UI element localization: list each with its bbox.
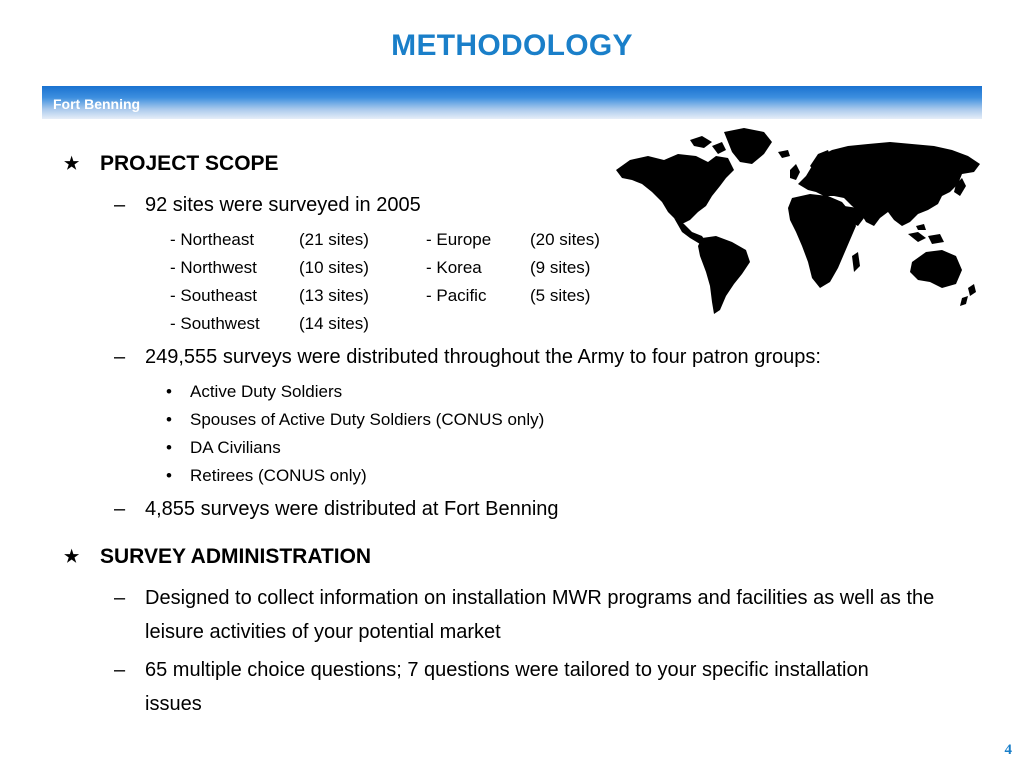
dash-bullet: – (114, 587, 126, 609)
world-map-icon (612, 126, 984, 316)
region-name: - Northwest (170, 258, 257, 277)
dash-bullet: – (114, 498, 126, 520)
sub-item-text: Designed to collect information on installation MWR programs and facilities as well as the leisure activities of your potential market (145, 587, 935, 643)
section-heading: PROJECT SCOPE (100, 152, 279, 175)
dash-bullet: – (114, 194, 126, 216)
region-sites: (14 sites) (299, 314, 369, 333)
patron-group-label: Spouses of Active Duty Soldiers (CONUS only) (190, 410, 545, 429)
dot-bullet: • (166, 410, 172, 429)
section-heading: SURVEY ADMINISTRATION (100, 545, 372, 568)
header-banner (42, 86, 982, 119)
dot-bullet: • (166, 382, 172, 401)
dot-bullet: • (166, 466, 172, 485)
star-bullet-icon: ★ (64, 547, 80, 566)
region-name: - Southeast (170, 286, 257, 305)
region-sites: (21 sites) (299, 230, 369, 249)
banner-label: Fort Benning (53, 96, 141, 112)
region-sites: (5 sites) (530, 286, 591, 305)
region-sites: (9 sites) (530, 258, 591, 277)
dot-bullet: • (166, 438, 172, 457)
region-name: - Northeast (170, 230, 255, 249)
region-sites: (20 sites) (530, 230, 600, 249)
sub-item-text: 249,555 surveys were distributed throughout the Army to four patron groups: (145, 346, 821, 368)
region-sites: (10 sites) (299, 258, 369, 277)
sub-item-text: 4,855 surveys were distributed at Fort Benning (145, 498, 559, 520)
page-number: 4 (1004, 742, 1012, 758)
patron-group-label: DA Civilians (190, 438, 281, 457)
dash-bullet: – (114, 659, 126, 681)
region-name: - Europe (426, 230, 492, 249)
dash-bullet: – (114, 346, 126, 368)
sub-item-text: 65 multiple choice questions; 7 questions were tailored to your specific installation issues (145, 659, 869, 715)
star-bullet-icon: ★ (64, 154, 80, 173)
patron-group-label: Retirees (CONUS only) (190, 466, 367, 485)
region-sites: (13 sites) (299, 286, 369, 305)
region-name: - Southwest (170, 314, 260, 333)
slide-title: METHODOLOGY (391, 29, 633, 62)
region-name: - Pacific (426, 286, 487, 305)
region-name: - Korea (426, 258, 482, 277)
patron-group-label: Active Duty Soldiers (190, 382, 343, 401)
sub-item-text: 92 sites were surveyed in 2005 (145, 194, 421, 216)
